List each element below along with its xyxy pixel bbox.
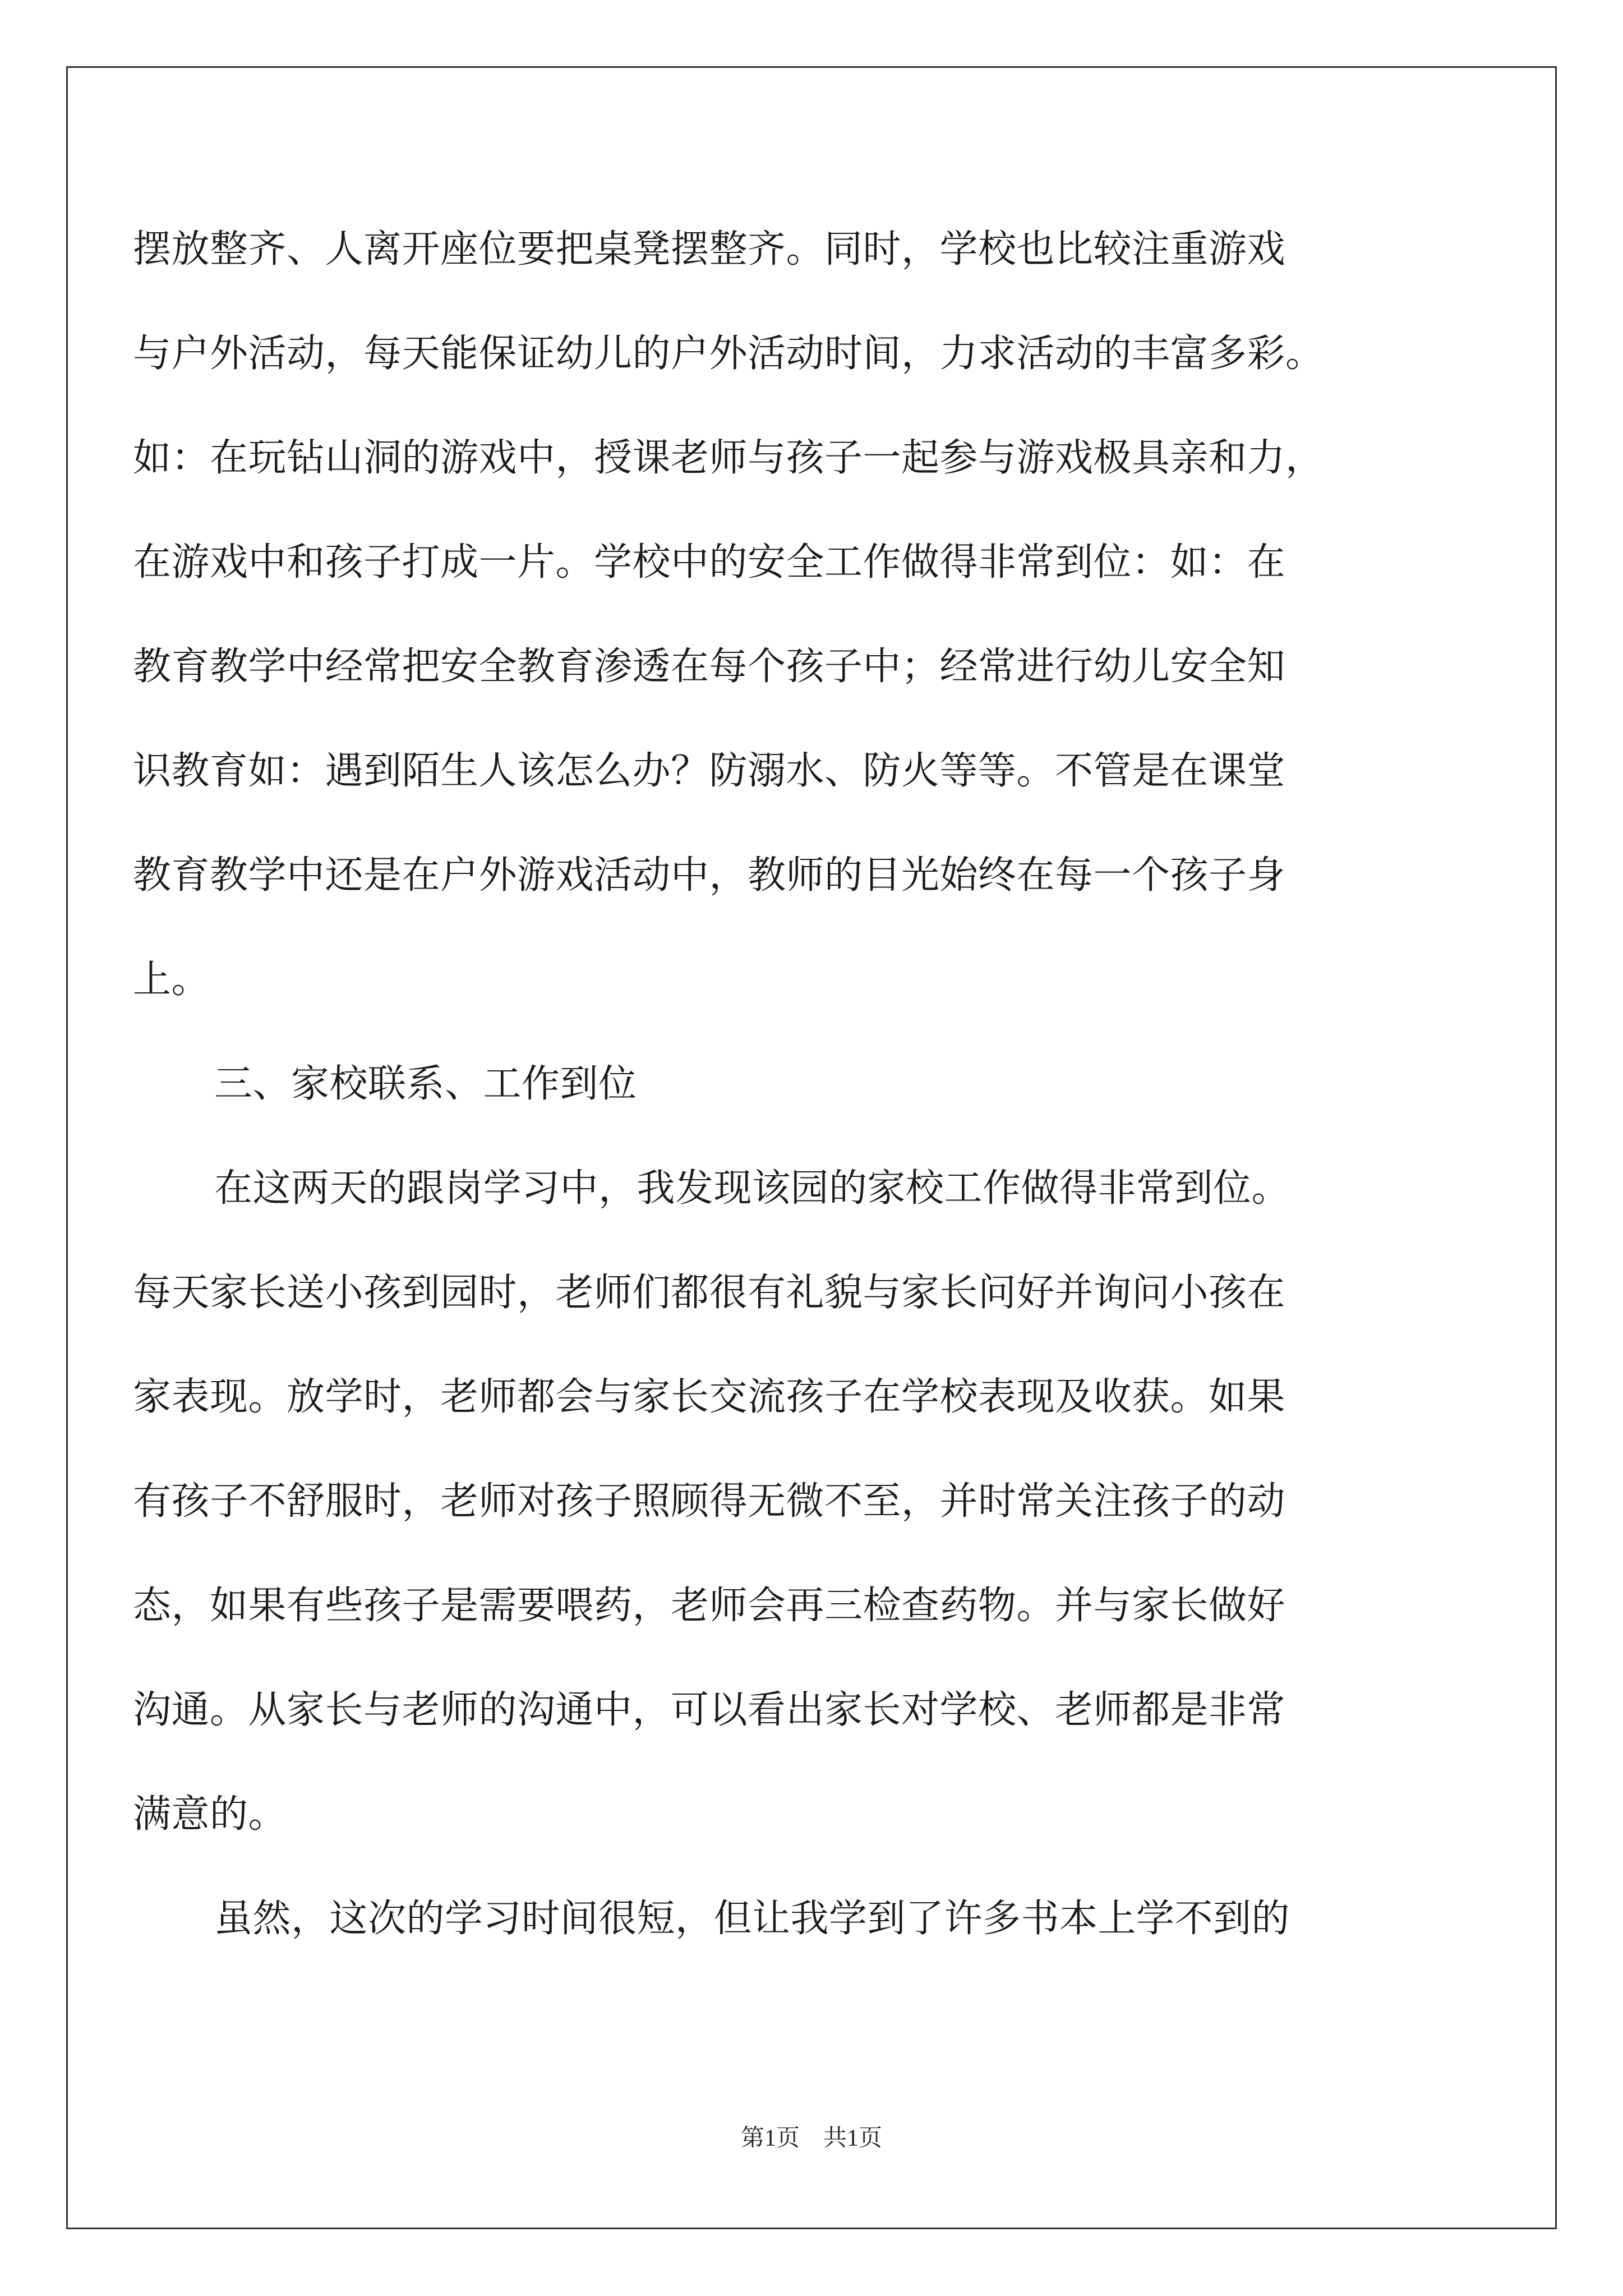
text-line: 虽然，这次的学习时间很短，但让我学到了许多书本上学不到的: [214, 1897, 1290, 1941]
text-line: 与户外活动，每天能保证幼儿的户外活动时间，力求活动的丰富多彩。: [133, 332, 1324, 376]
text-line: 教育教学中还是在户外游戏活动中，教师的目光始终在每一个孩子身: [133, 853, 1286, 898]
text-line: 态，如果有些孩子是需要喂药，老师会再三检查药物。并与家长做好: [133, 1584, 1286, 1628]
text-line: 如：在玩钻山洞的游戏中，授课老师与孩子一起参与游戏极具亲和力，: [133, 436, 1324, 480]
text-line: 教育教学中经常把安全教育渗透在每个孩子中；经常进行幼儿安全知: [133, 645, 1286, 689]
text-line: 有孩子不舒服时，老师对孩子照顾得无微不至，并时常关注孩子的动: [133, 1479, 1286, 1524]
text-line: 在游戏中和孩子打成一片。学校中的安全工作做得非常到位：如：在: [133, 540, 1286, 585]
section-heading: 三、家校联系、工作到位: [214, 1062, 637, 1106]
text-line: 在这两天的跟岗学习中，我发现该园的家校工作做得非常到位。: [214, 1166, 1290, 1211]
page-number: 第1页 共1页: [740, 2125, 882, 2151]
text-line: 上。: [133, 958, 210, 1002]
text-line: 每天家长送小孩到园时，老师们都很有礼貌与家长问好并询问小孩在: [133, 1271, 1286, 1315]
text-line: 沟通。从家长与老师的沟通中，可以看出家长对学校、老师都是非常: [133, 1688, 1286, 1732]
text-line: 摆放整齐、人离开座位要把桌凳摆整齐。同时，学校也比较注重游戏: [133, 227, 1286, 272]
text-line: 家表现。放学时，老师都会与家长交流孩子在学校表现及收获。如果: [133, 1375, 1286, 1419]
text-line: 识教育如：遇到陌生人该怎么办？防溺水、防火等等。不管是在课堂: [133, 749, 1286, 793]
text-line: 满意的。: [133, 1792, 287, 1837]
